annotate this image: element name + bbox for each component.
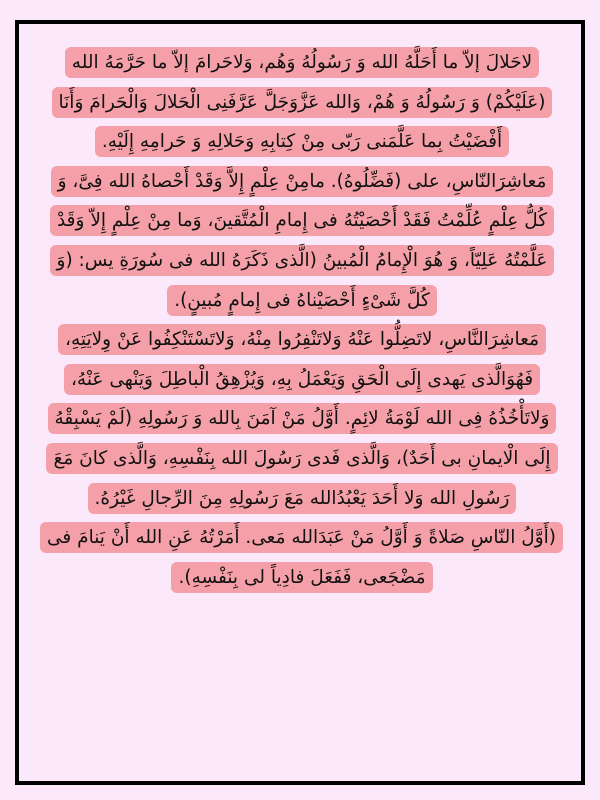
paragraph-4	[41, 518, 563, 597]
paragraph-3-text: مَعاشِرَالنَّاسِ، لاتَضِلُّوا عَنْهُ وَلاتَنْفِرُوا مِنْهُ، وَلاتَسْتَنْكِفُوا عَنْ وِلايَتِهِ، فَهُوَالَّذى يَهدى إِلَى الْحَقِ وَيَعْمَلُ بِهِ، وَيُزْهِقُ الْباطِلَ وَيَنْهى عَنْهُ، وَلاتَأْخُذُهُ فِى الله لَوْمَةُ لائِمٍ. أَوَّلُ مَنْ آمَنَ بِالله وَ رَسُولِهِ (لَمْ يَسْبِقْهُ إِلَى الْايمانِ بى أَحَدٌ)، وَالَّذى فَدى رَسُولَ الله بِنَفْسِهِ، وَالَّذى كانَ مَعَ رَسُولِ الله وَلا أَحَدَ يَعْبُدُالله مَعَ رَسُولِهِ مِنَ الرِّجالِ غَيْرُهُ.	[46, 324, 557, 513]
page-frame	[15, 20, 585, 785]
paragraph-1-text: لاحَلالَ إلاّ ما أَحَلَّهُ الله وَ رَسُولُهُ وَهُم، وَلاحَرامَ إلاّ ما حَرَّمَهُ الله (عَلَيْكُمْ) وَ رَسُولُهُ وَ هُمْ، وَالله عَزَّوَجَلَّ عَرَّفَنِى الْحَلالَ وَالْحَرامَ وَأَنَا أَفْضَيْتُ بِما عَلَّمَنى رَبّى مِنْ كِتابِهِ وَحَلالِهِ وَ حَرامِهِ إِلَيْهِ.	[52, 47, 553, 157]
paragraph-2-text: مَعاشِرَالنّاسِ، على (فَضِّلُوهُ). مامِنْ عِلْمٍ إِلاَّ وَقَدْ أَحْصاهُ الله فِىَّ، وَ كُلُّ عِلْمٍ عُلِّمْتُ فَقَدْ أَحْصَيْتُهُ فى إِمامِ الْمُتَّقينَ، وَما مِنْ عِلْمٍ إِلاّ وَقَدْ عَلَّمْتُهُ عَلِيّاً، وَ هُوَ الْإِمامُ الْمُبينُ (الَّذى ذَكَرَهُ الله فى سُورَةِ يس: (وَ كُلَّ شَىْءٍ أَحْصَيْناهُ فى إِمامٍ مُبينٍ).	[50, 166, 555, 316]
paragraph-2	[41, 162, 563, 320]
paragraph-3	[41, 320, 563, 518]
text-block	[41, 43, 563, 597]
paragraph-4-text: (أَوَّلُ النّاسِ صَلاةً وَ أَوَّلُ مَنْ عَبَدَالله مَعى. أَمَرْتُهُ عَنِ الله أَنْ يَنامَ فى مَضْجَعى، فَفَعَلَ فادِياً لى بِنَفْسِهِ).	[40, 522, 563, 593]
paragraph-1	[41, 43, 563, 162]
